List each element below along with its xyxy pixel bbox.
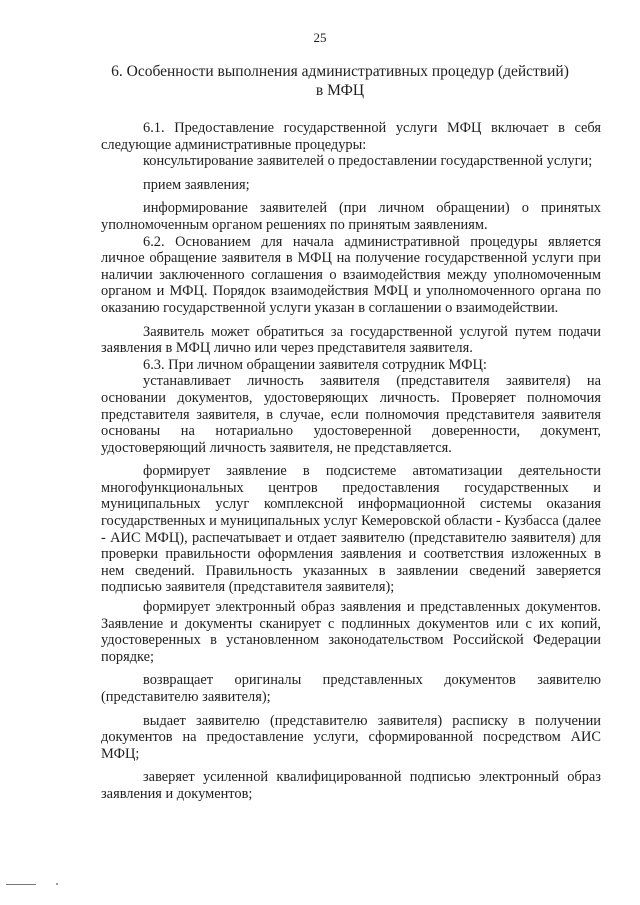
paragraph: возвращает оригиналы представленных документов заявителю (представителю заявителя); [101,672,601,705]
document-body [101,120,601,803]
section-heading-line-2: в МФЦ [315,82,365,99]
section-heading [92,62,588,100]
paragraph: 6.1. Предоставление государственной услуги МФЦ включает в себя следующие административные процедуры: [101,120,601,153]
paragraph: формирует электронный образ заявления и представленных документов. Заявление и документы сканирует с подлинных документов или с их копий, удостоверенных в установленном законодательством Российской Федерации порядке; [101,599,601,665]
paragraph: заверяет усиленной квалифицированной подписью электронный образ заявления и документов; [101,769,601,802]
paragraph: информирование заявителей (при личном обращении) о принятых уполномоченным органом решениях по принятым заявлениям. [101,200,601,233]
paragraph: формирует заявление в подсистеме автоматизации деятельности многофункциональных центров предоставления государственных и муниципальных услуг комплексной информационной системы оказания государственных и муниципальных услуг Кемеровской области - Кузбасса (далее - АИС МФЦ), распечатывает и отдает заявителю (представителю заявителя) для проверки правильности оформления заявления и соответствия изложенных в нем сведений. Правильность указанных в заявлении сведений заверяется подписью заявителя (представителя заявителя); [101,463,602,596]
paragraph: Заявитель может обратиться за государственной услугой путем подачи заявления в МФЦ лично или через представителя заявителя. [101,323,601,357]
paragraph: прием заявления; [143,176,250,193]
paragraph: 6.3. При личном обращении заявителя сотрудник МФЦ: [143,356,487,373]
footer-line [6,884,36,885]
paragraph: консультирование заявителей о предоставлении государственной услуги; [143,153,593,170]
paragraph: 6.2. Основанием для начала административной процедуры является личное обращение заявителя в МФЦ на получение государственной услуги при наличии заключенного соглашения о взаимодействия между уполномоченным органом и МФЦ. Порядок взаимодействия МФЦ и уполномоченного органа по оказанию государственной услуги указан в соглашении о взаимодействии. [101,233,601,316]
paragraph: устанавливает личность заявителя (представителя заявителя) на основании документов, удостоверяющих личность. Проверяет полномочия представителя заявителя, в случае, если полномочия представителя заявителя основаны на нотариально удостоверенной доверенности, документ, удостоверяющий личность заявителя, не представляется. [101,373,601,456]
footer-dot [56,883,58,885]
paragraph: выдает заявителю (представителю заявителя) расписку в получении документов на предоставление услуги, сформированной посредством АИС МФЦ; [101,712,601,762]
page-number: 25 [313,30,327,45]
section-heading-line-1: 6. Особенности выполнения административных процедур (действий) [111,63,569,80]
